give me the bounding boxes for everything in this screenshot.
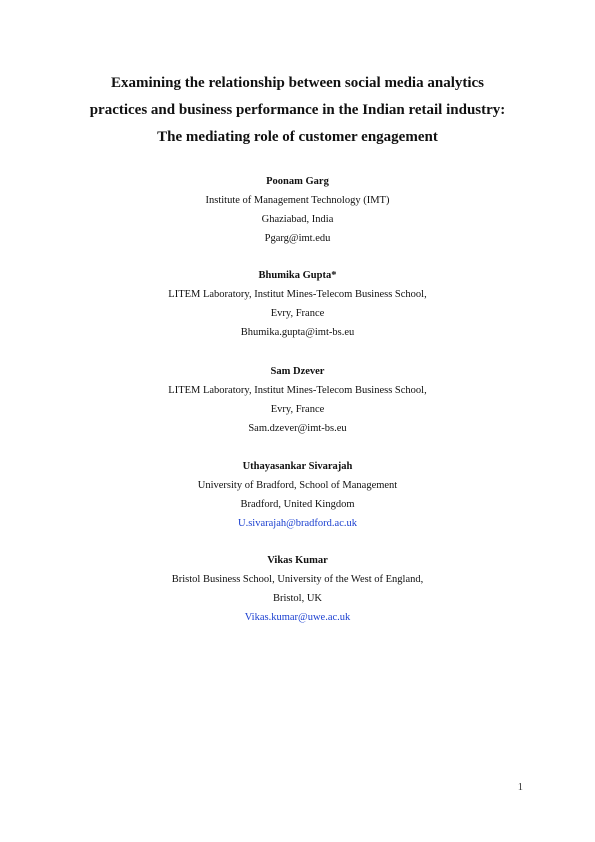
author-email-link[interactable]: Vikas.kumar@uwe.ac.uk [244, 612, 351, 623]
author-email-link[interactable]: U.sivarajah@bradford.ac.uk [238, 518, 357, 529]
author-name: Vikas Kumar [267, 555, 328, 566]
author-affiliation: Bristol Business School, University of the West of England, [171, 574, 424, 585]
author-email: Pgarg@imt.edu [264, 233, 331, 244]
author-name: Uthayasankar Sivarajah [242, 461, 353, 472]
page-number: 1 [517, 782, 523, 793]
author-block-kumar [40, 551, 555, 627]
author-name: Poonam Garg [266, 176, 329, 187]
author-block-gupta [40, 266, 555, 342]
title-line-1: Examining the relationship between social media analytics [110, 75, 485, 91]
title-line-2: practices and business performance in the Indian retail industry: [89, 102, 506, 118]
author-name: Bhumika Gupta* [258, 270, 337, 281]
author-location: Bradford, United Kingdom [240, 499, 355, 510]
author-name: Sam Dzever [270, 366, 325, 377]
author-affiliation: Institute of Management Technology (IMT) [205, 195, 390, 206]
author-location: Evry, France [270, 308, 325, 319]
author-block-sivarajah [40, 457, 555, 533]
author-block-dzever [40, 362, 555, 438]
author-location: Bristol, UK [272, 593, 322, 604]
author-affiliation: University of Bradford, School of Management [197, 480, 398, 491]
paper-title [40, 70, 555, 151]
author-email: Bhumika.gupta@imt-bs.eu [240, 327, 355, 338]
author-affiliation: LITEM Laboratory, Institut Mines-Telecom Business School, [168, 385, 427, 396]
title-line-3: The mediating role of customer engagement [157, 129, 438, 145]
author-affiliation: LITEM Laboratory, Institut Mines-Telecom Business School, [168, 289, 427, 300]
author-location: Evry, France [270, 404, 325, 415]
author-email: Sam.dzever@imt-bs.eu [248, 423, 347, 434]
author-block-garg [40, 172, 555, 248]
author-location: Ghaziabad, India [261, 214, 334, 225]
